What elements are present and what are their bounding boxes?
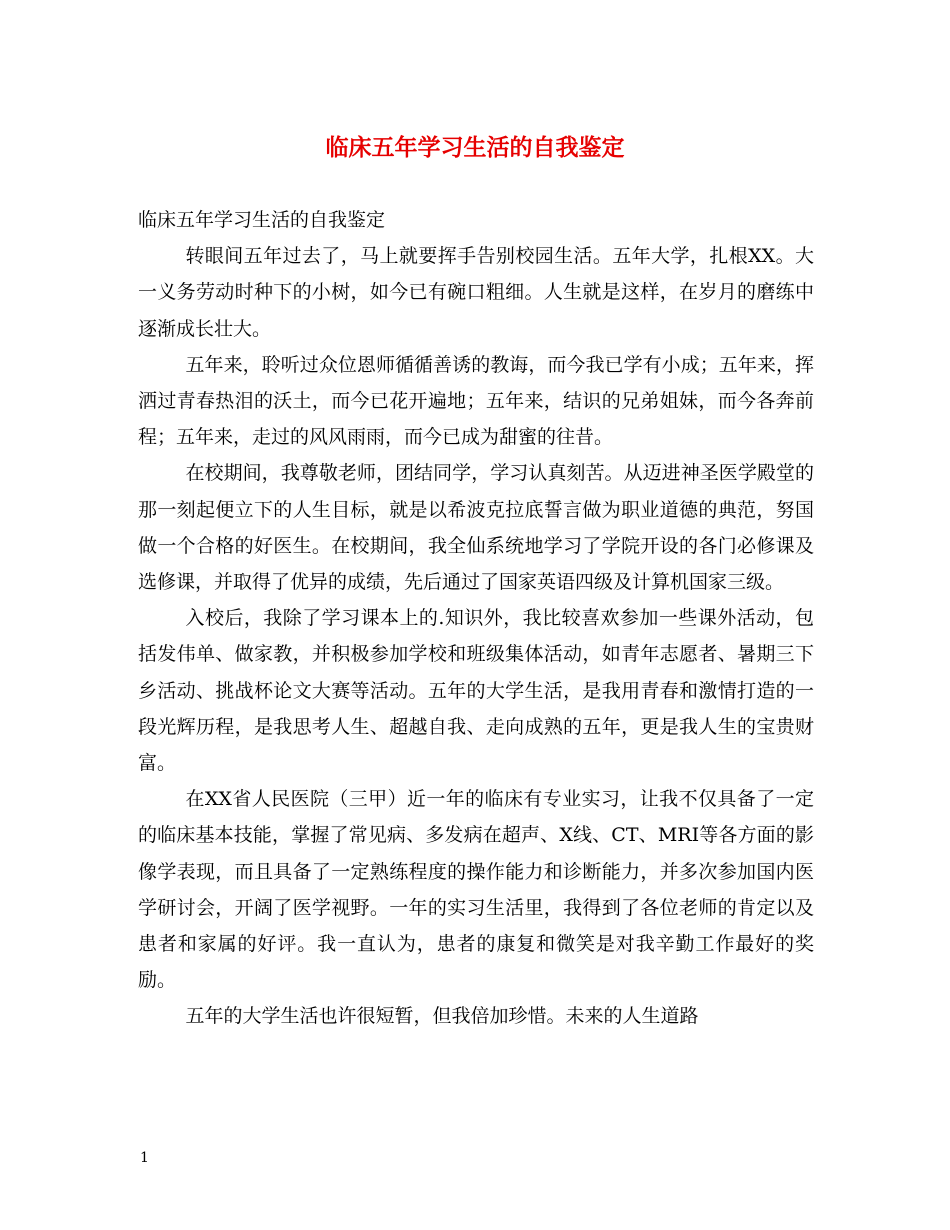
paragraph-3: 在校期间，我尊敬老师，团结同学，学习认真刻苦。从迈进神圣医学殿堂的那一刻起便立下的人生目标，就是以希波克拉底誓言做为职业道德的典范，努国做一个合格的好医生。在校期间，我全仙系统地学习了学院开设的各门必修课及选修课，并取得了优异的成绩，先后通过了国家英语四级及计算机国家三级。 xyxy=(138,462,814,594)
paragraph-6: 五年的大学生活也许很短暂，但我倍加珍惜。未来的人生道路 xyxy=(185,1005,699,1028)
document-title: 临床五年学习生活的自我鉴定 xyxy=(325,134,625,161)
document-subtitle: 临床五年学习生活的自我鉴定 xyxy=(138,209,386,231)
paragraph-1: 转眼间五年过去了，马上就要挥手告别校园生活。五年大学，扎根XX。大一义务劳动时种下的小树，如今已有碗口粗细。人生就是这样，在岁月的磨练中逐渐成长壮大。 xyxy=(138,245,814,340)
paragraph-2: 五年来，聆听过众位恩师循循善诱的教诲，而今我已学有小成；五年来，挥洒过青春热泪的沃土，而今已花开遍地；五年来，结识的兄弟姐妹，而今各奔前程；五年来，走过的风风雨雨，而今已成为甜蜜的往昔。 xyxy=(138,353,814,449)
paragraph-5: 在XX省人民医院（三甲）近一年的临床有专业实习，让我不仅具备了一定的临床基本技能，掌握了常见病、多发病在超声、X线、CT、MRI等各方面的影像学表现，而且具备了一定熟练程度的操作能力和诊断能力，并多次参加国内医学研讨会，开阔了医学视野。一年的实习生活里，我得到了各位老师的肯定以及患者和家属的好评。我一直认为，患者的康复和微笑是对我辛勤工作最好的奖励。 xyxy=(138,788,814,992)
paragraph-4: 入校后，我除了学习课本上的.知识外，我比较喜欢参加一些课外活动，包括发伟单、做家教，并积极参加学校和班级集体活动，如青年志愿者、暑期三下乡活动、挑战杯论文大赛等活动。五年的大学生活，是我用青春和激情打造的一段光辉历程，是我思考人生、超越自我、走向成熟的五年，更是我人生的宝贵财富。 xyxy=(138,607,814,775)
page-number: 1 xyxy=(140,1150,149,1166)
document-body xyxy=(138,202,814,1035)
